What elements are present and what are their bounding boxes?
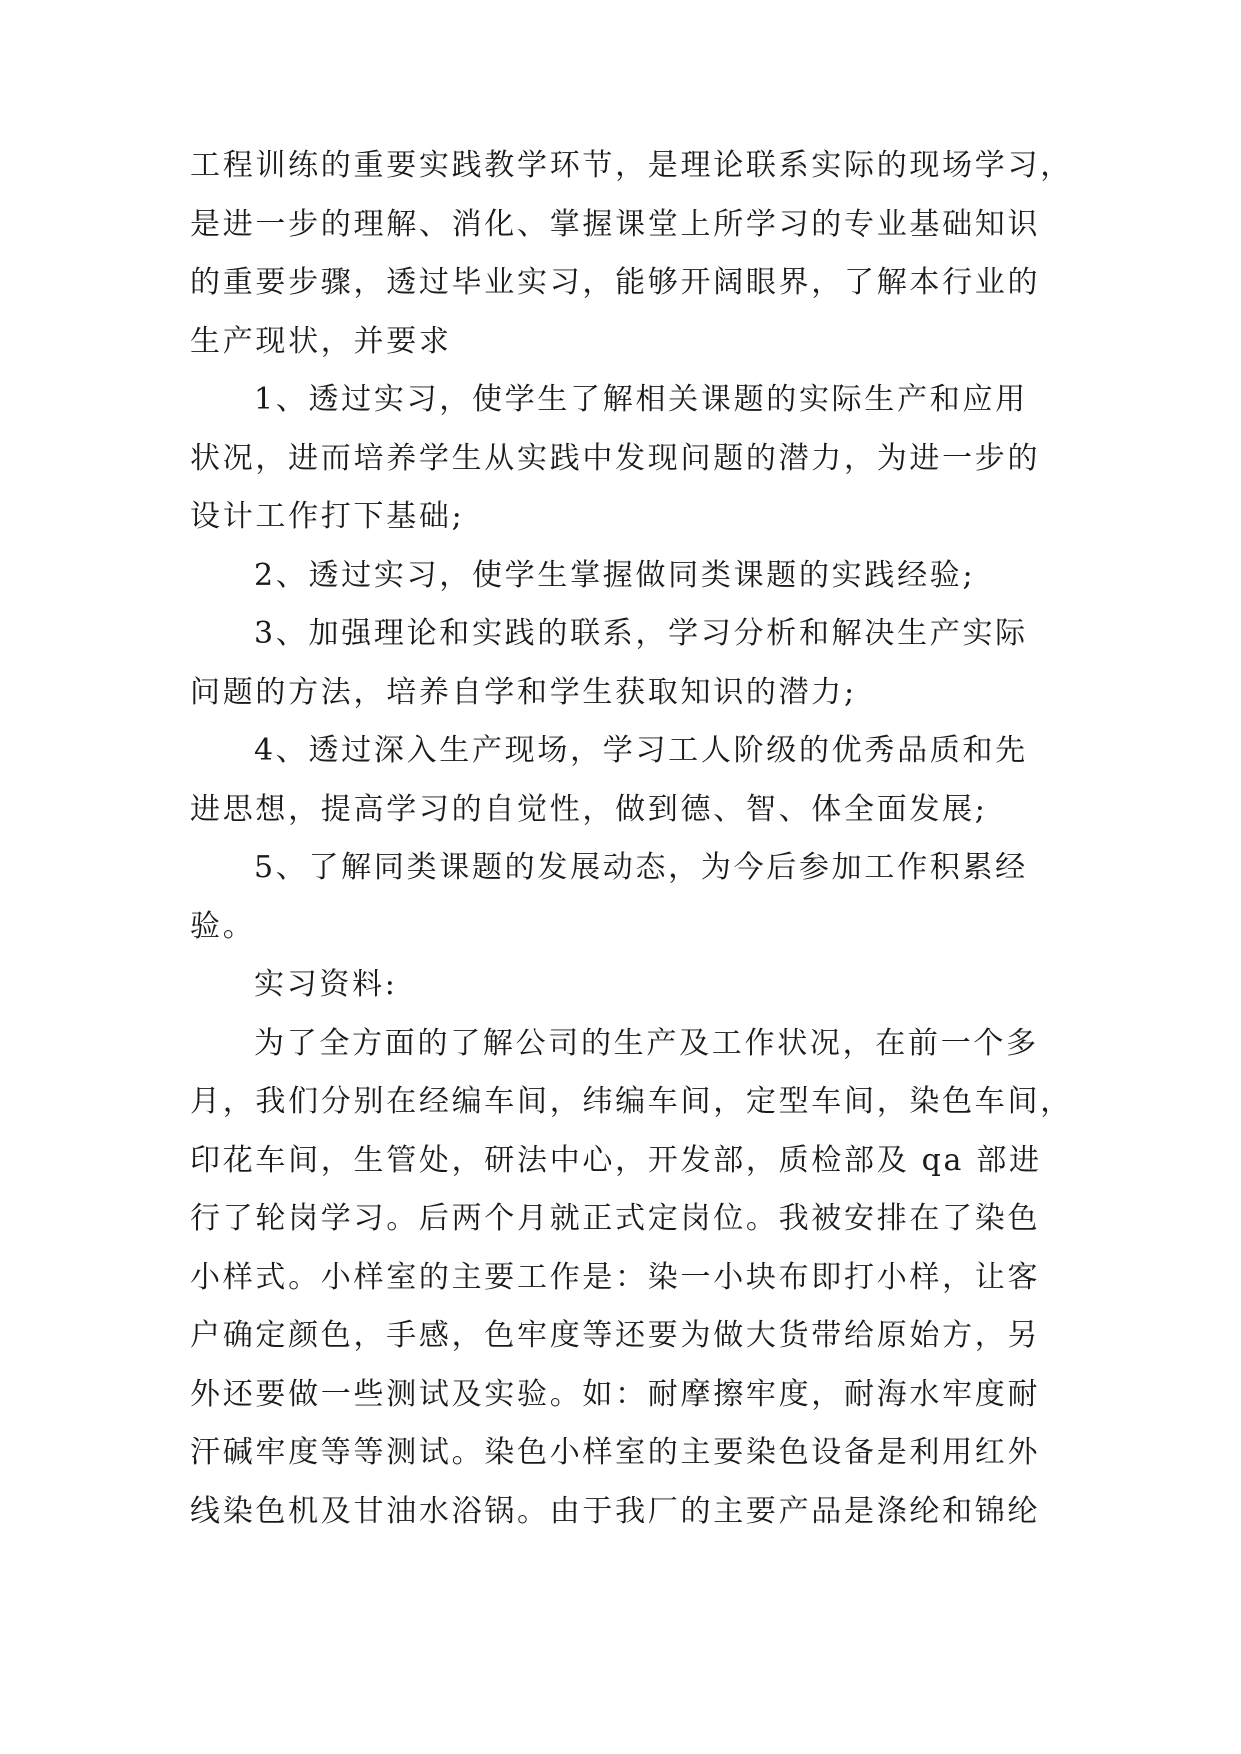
text-line: 设计工作打下基础; xyxy=(190,499,465,534)
text-line: 户确定颜色，手感，色牢度等还要为做大货带给原始方，另 xyxy=(190,1318,1041,1353)
paragraph-first-line: 1、透过实习，使学生了解相关课题的实际生产和应用 xyxy=(254,382,1028,417)
text-line: 汗碱牢度等等测试。染色小样室的主要染色设备是利用红外 xyxy=(190,1435,1041,1470)
text-line: 的重要步骤，透过毕业实习，能够开阔眼界，了解本行业的 xyxy=(190,265,1041,300)
paragraph-first-line: 2、透过实习，使学生掌握做同类课题的实践经验; xyxy=(254,557,976,593)
paragraph-first-line: 5、了解同类课题的发展动态，为今后参加工作积累经 xyxy=(254,850,1028,885)
text-line: 工程训练的重要实践教学环节，是理论联系实际的现场学习， xyxy=(190,148,1073,183)
text-line: 行了轮岗学习。后两个月就正式定岗位。我被安排在了染色 xyxy=(190,1201,1041,1236)
text-line: 小样式。小样室的主要工作是：染一小块布即打小样，让客 xyxy=(190,1259,1041,1295)
document-page xyxy=(190,137,1073,1541)
text-line: 外还要做一些测试及实验。如：耐摩擦牢度，耐海水牢度耐 xyxy=(190,1376,1041,1412)
text-line: 问题的方法，培养自学和学生获取知识的潜力; xyxy=(190,674,857,710)
paragraph-first-line: 实习资料: xyxy=(254,967,398,1002)
text-line: 进思想，提高学习的自觉性，做到德、智、体全面发展; xyxy=(190,791,988,827)
text-line: 月，我们分别在经编车间，纬编车间，定型车间，染色车间， xyxy=(190,1084,1073,1119)
text-line: 生产现状，并要求 xyxy=(190,323,452,359)
text-line: 验。 xyxy=(190,908,256,944)
text-line: 印花车间，生管处，研法中心，开发部，质检部及 qa 部进 xyxy=(190,1142,1042,1178)
text-line: 是进一步的理解、消化、掌握课堂上所学习的专业基础知识 xyxy=(190,206,1041,242)
text-line: 线染色机及甘油水浴锅。由于我厂的主要产品是涤纶和锦纶 xyxy=(190,1493,1041,1529)
paragraph-first-line: 3、加强理论和实践的联系，学习分析和解决生产实际 xyxy=(254,616,1028,651)
text-line: 状况，进而培养学生从实践中发现问题的潜力，为进一步的 xyxy=(190,440,1041,476)
paragraph-first-line: 4、透过深入生产现场，学习工人阶级的优秀品质和先 xyxy=(254,733,1028,768)
paragraph-first-line: 为了全方面的了解公司的生产及工作状况，在前一个多 xyxy=(254,1025,1039,1061)
